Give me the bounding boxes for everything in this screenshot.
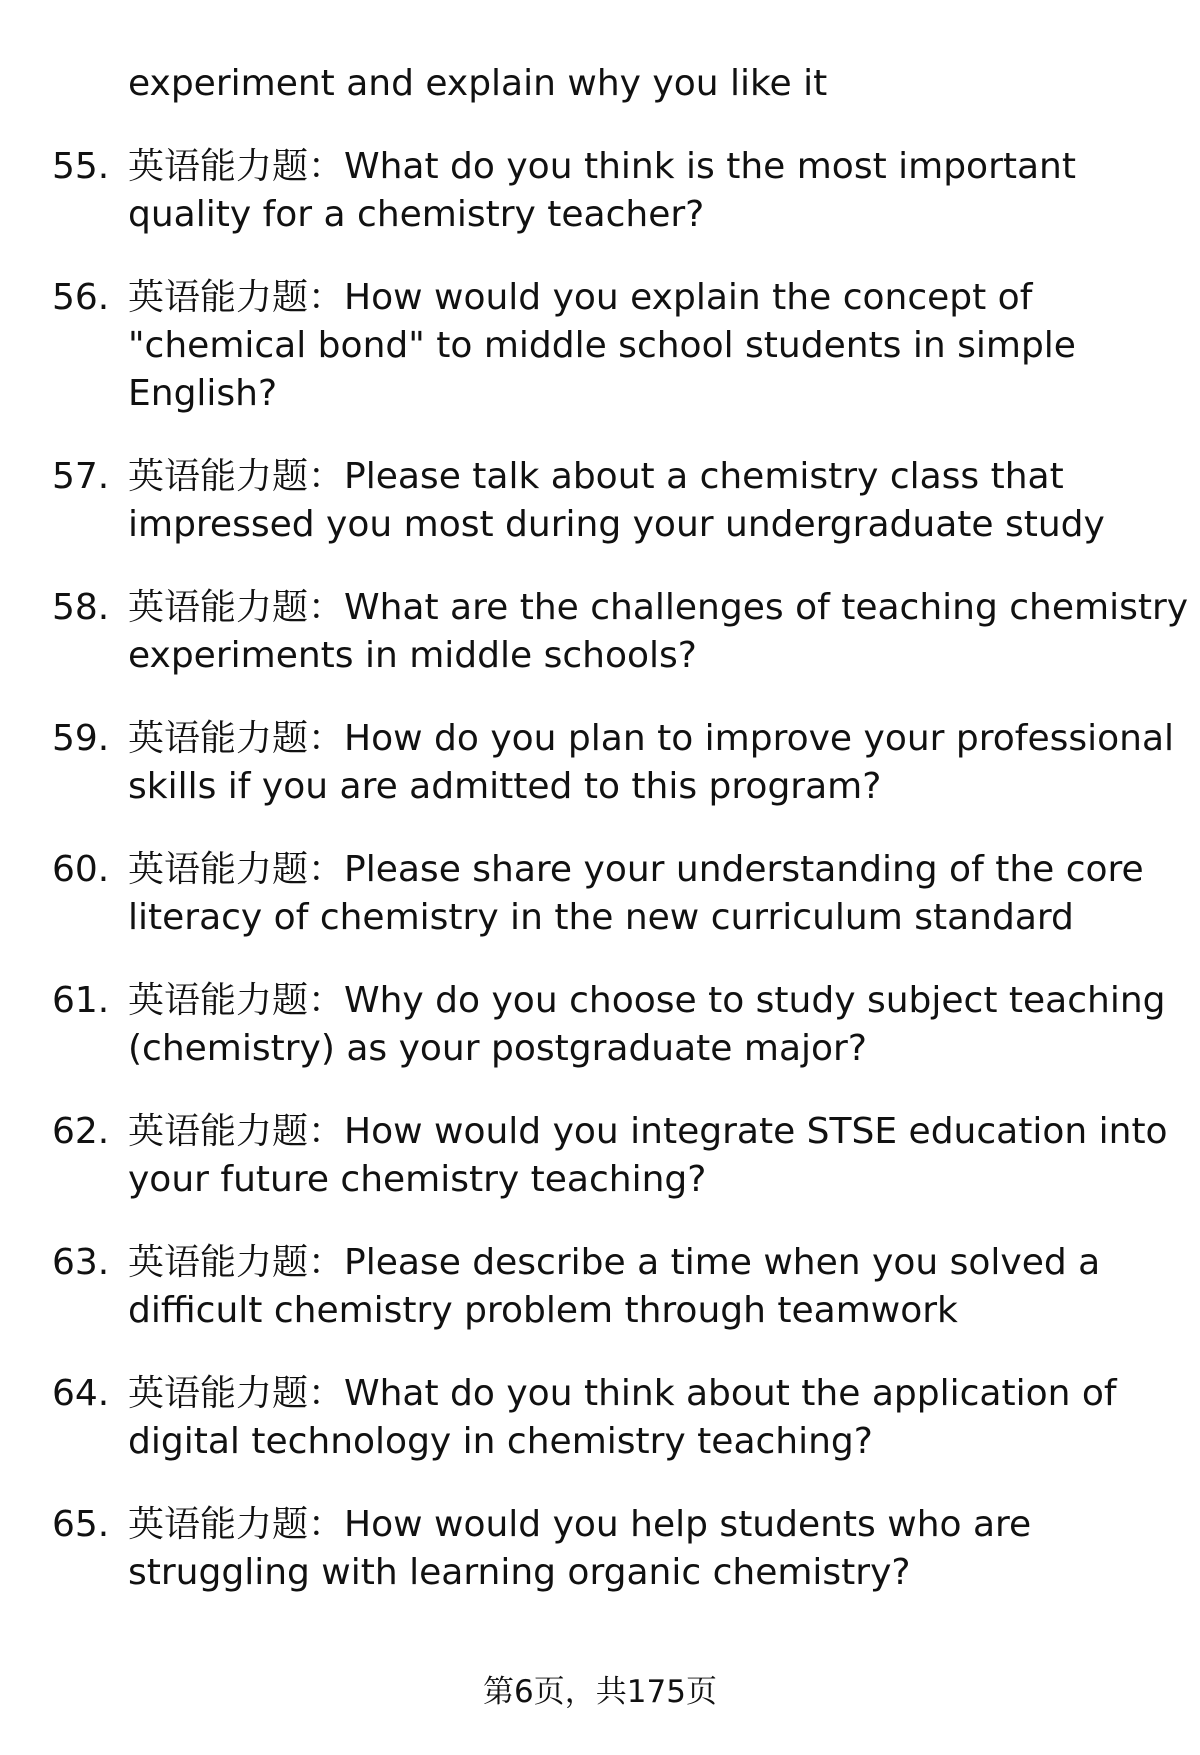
question-number: 61. [52,980,110,1021]
question-line: 英语能力题：What do you think about the application of [128,1373,1117,1414]
question-number: 56. [52,277,110,318]
question-category: 英语能力题： [128,587,345,628]
question-line: 英语能力题：What are the challenges of teaching chemistry [128,587,1189,628]
question-text [128,1501,1148,1597]
question-list [0,143,1200,1632]
page-footer: 第6页，共175页 [483,1674,717,1710]
question-item [0,1370,1200,1501]
question-number: 64. [52,1373,110,1414]
question-text [128,977,1166,1073]
question-item [0,1239,1200,1370]
question-number: 63. [52,1242,110,1283]
question-line: literacy of chemistry in the new curriculum standard [128,897,1074,938]
question-line: quality for a chemistry teacher? [128,194,705,235]
question-text [128,715,1175,811]
question-line: difficult chemistry problem through teamwork [128,1290,958,1331]
question-line: impressed you most during your undergraduate study [128,504,1105,545]
question-line: skills if you are admitted to this program? [128,766,882,807]
question-number: 65. [52,1504,110,1545]
question-number: 58. [52,587,110,628]
question-item [0,453,1200,584]
question-category: 英语能力题： [128,277,345,318]
question-category: 英语能力题： [128,456,345,497]
question-line: 英语能力题：Please share your understanding of the core [128,849,1144,890]
question-line: digital technology in chemistry teaching? [128,1421,873,1462]
question-line: 英语能力题：Please describe a time when you solved a [128,1242,1101,1283]
question-line: "chemical bond" to middle school students in simple [128,325,1076,366]
question-text [128,1370,1148,1466]
question-item [0,274,1200,453]
question-item [0,977,1200,1108]
question-category: 英语能力题： [128,146,345,187]
question-number: 55. [52,146,110,187]
question-item [0,143,1200,274]
question-category: 英语能力题： [128,1242,345,1283]
question-line: 英语能力题：Please talk about a chemistry class that [128,456,1064,497]
question-number: 60. [52,849,110,890]
question-number: 59. [52,718,110,759]
question-line: 英语能力题：How would you help students who are [128,1504,1032,1545]
question-number: 62. [52,1111,110,1152]
question-category: 英语能力题： [128,849,345,890]
continued-question-text: experiment and explain why you like it [128,63,828,104]
question-number: 57. [52,456,110,497]
question-category: 英语能力题： [128,1373,345,1414]
question-category: 英语能力题： [128,1504,345,1545]
question-text [128,584,1189,680]
question-text [128,453,1148,549]
question-text [128,1108,1168,1204]
question-item [0,1108,1200,1239]
question-line: 英语能力题：How do you plan to improve your professional [128,718,1175,759]
question-item [0,584,1200,715]
question-category: 英语能力题： [128,718,345,759]
question-line: struggling with learning organic chemistry? [128,1552,911,1593]
question-line: 英语能力题：How would you integrate STSE education into [128,1111,1168,1152]
question-category: 英语能力题： [128,980,345,1021]
question-line: 英语能力题：What do you think is the most important [128,146,1076,187]
question-item [0,715,1200,846]
question-line: 英语能力题：Why do you choose to study subject teaching [128,980,1166,1021]
question-category: 英语能力题： [128,1111,345,1152]
question-text [128,274,1148,418]
question-item [0,846,1200,977]
question-line: experiments in middle schools? [128,635,697,676]
question-line: 英语能力题：How would you explain the concept of [128,277,1033,318]
question-text [128,1239,1148,1335]
question-line: (chemistry) as your postgraduate major? [128,1028,867,1069]
question-line: your future chemistry teaching? [128,1159,707,1200]
question-text [128,143,1148,239]
question-line: English? [128,373,278,414]
question-text [128,846,1148,942]
question-item [0,1501,1200,1632]
